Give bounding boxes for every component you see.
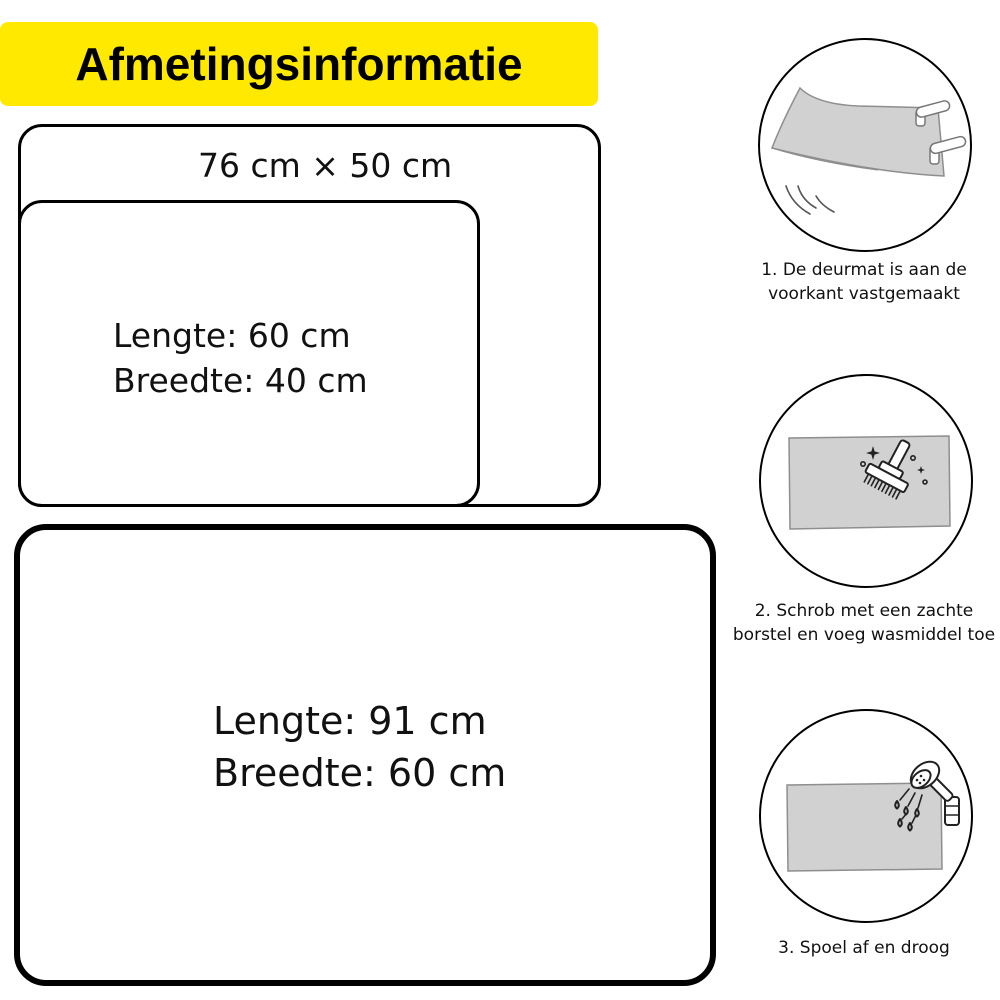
- shower-head-icon: [761, 711, 971, 921]
- step-2-caption-line-1: 2. Schrob met een zachte: [754, 601, 974, 621]
- size-label-small: [113, 313, 368, 403]
- water-drop-icon: [898, 819, 902, 827]
- mat-sheet: [772, 88, 944, 176]
- water-drop-icon: [915, 809, 919, 817]
- step-1-caption-line-1: 1. De deurmat is aan de: [761, 260, 967, 280]
- water-drop-icon: [904, 807, 908, 815]
- page-title: Afmetingsinformatie: [75, 38, 523, 90]
- size-large-width: Breedte: 60 cm: [213, 751, 507, 795]
- water-drop-icon: [895, 801, 899, 809]
- step-3-illustration: [759, 709, 973, 923]
- size-small-length: Lengte: 60 cm: [113, 316, 351, 355]
- motion-lines: [786, 186, 834, 214]
- step-2-caption-line-2: borstel en voeg wasmiddel toe: [732, 625, 996, 645]
- title-banner: [0, 22, 598, 106]
- water-drop-icon: [908, 823, 912, 831]
- step-3-caption: [728, 936, 1000, 960]
- step-1-illustration: [758, 38, 972, 252]
- step-3-caption-line-1: 3. Spoel af en droog: [778, 938, 950, 958]
- size-small-width: Breedte: 40 cm: [113, 361, 368, 400]
- mat-sheet: [787, 783, 942, 871]
- step-2-caption: [728, 599, 1000, 647]
- mat-sheet: [789, 436, 950, 529]
- peeling-mat-icon: [760, 40, 970, 250]
- step-2-illustration: [759, 374, 973, 588]
- size-box-small: [18, 200, 480, 507]
- scrub-brush-icon: [761, 376, 971, 586]
- size-box-large: [14, 524, 716, 986]
- step-1-caption: [728, 258, 1000, 306]
- size-large-length: Lengte: 91 cm: [213, 699, 487, 743]
- size-label-large: [213, 695, 506, 799]
- size-label-medium: 76 cm × 50 cm: [198, 146, 453, 185]
- step-1-caption-line-2: voorkant vastgemaakt: [768, 284, 960, 304]
